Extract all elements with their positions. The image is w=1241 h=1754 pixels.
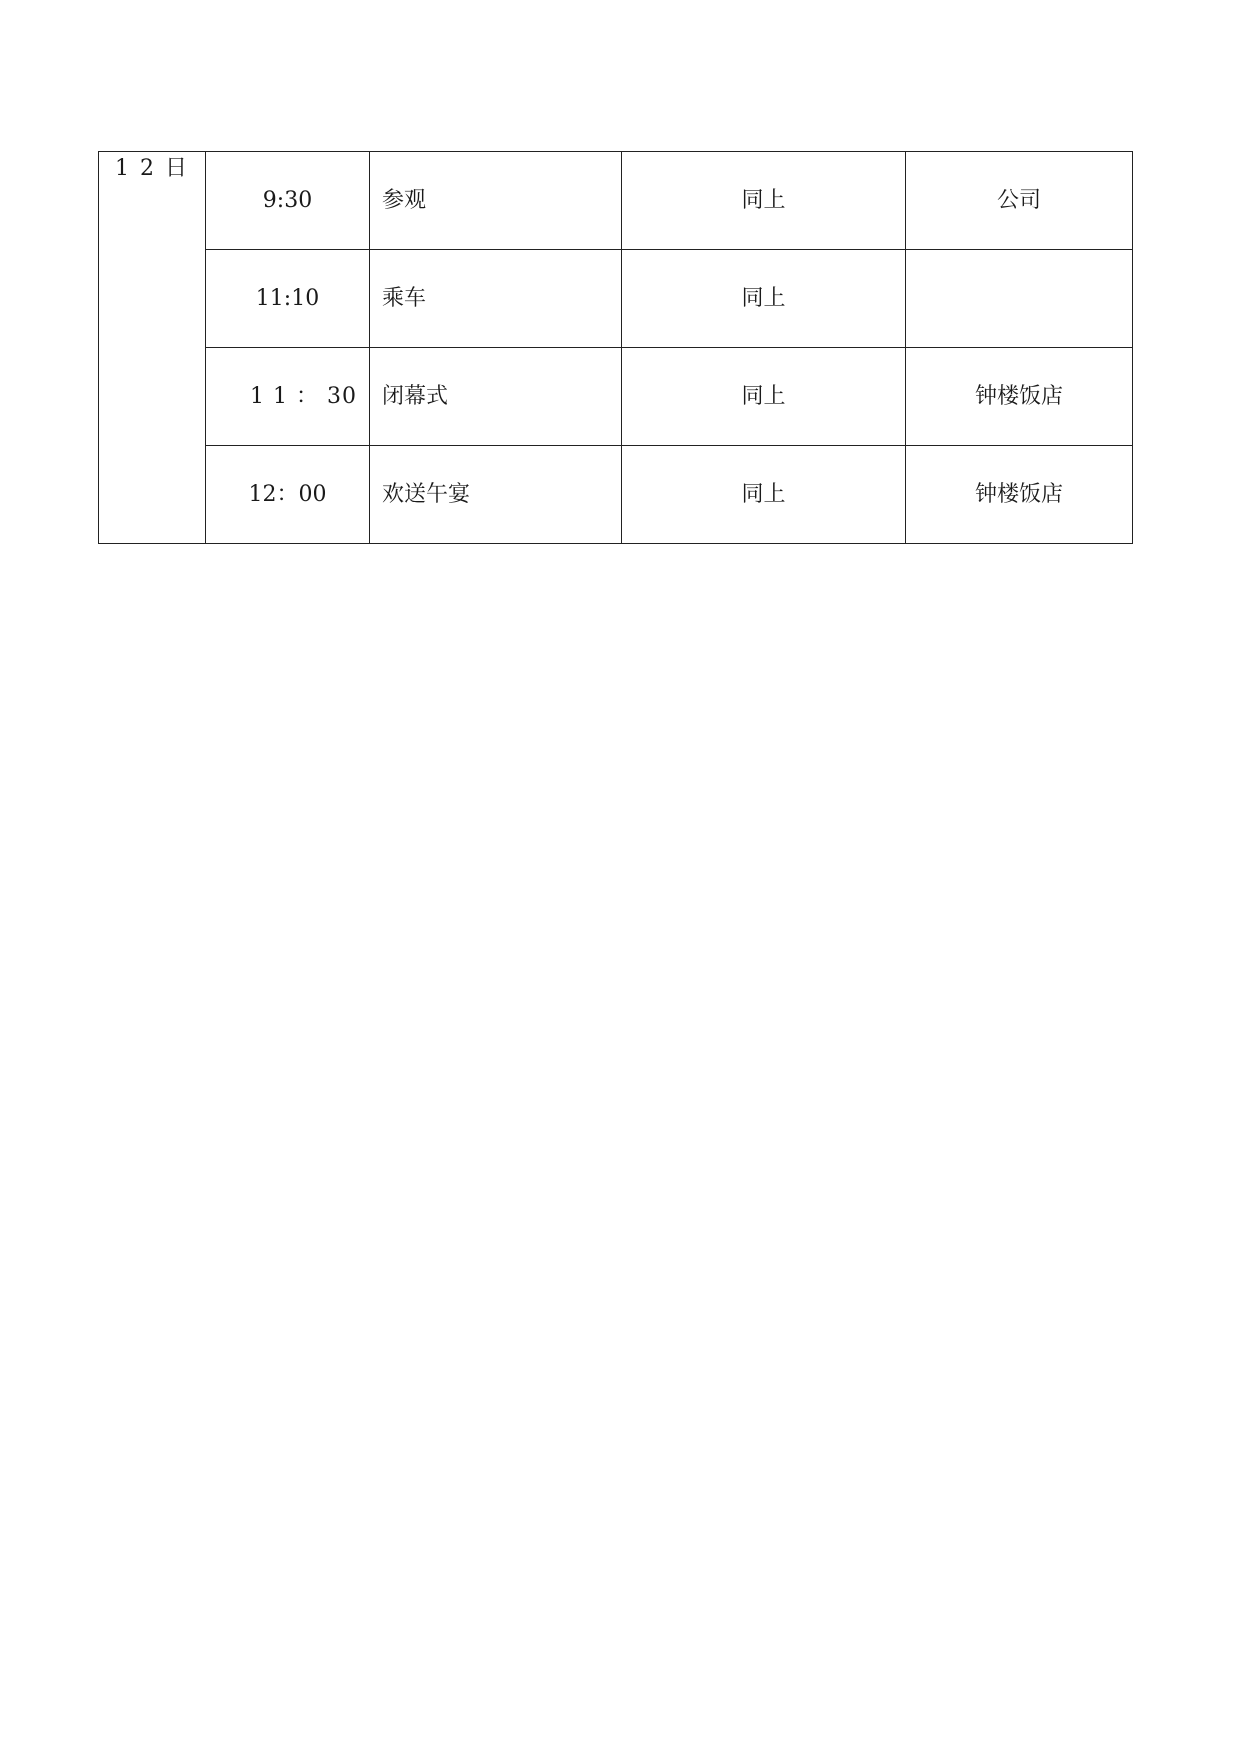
time-cell: 1 1 ： 30 bbox=[206, 348, 370, 446]
event-cell: 闭幕式 bbox=[370, 348, 622, 446]
event-cell: 欢送午宴 bbox=[370, 446, 622, 544]
table-row bbox=[99, 348, 1133, 446]
event-cell: 乘车 bbox=[370, 250, 622, 348]
participants-cell: 同上 bbox=[622, 152, 906, 250]
location-cell: 钟楼饭店 bbox=[906, 348, 1133, 446]
participants-cell: 同上 bbox=[622, 250, 906, 348]
participants-cell: 同上 bbox=[622, 446, 906, 544]
location-cell bbox=[906, 250, 1133, 348]
date-cell: 1 2 日 bbox=[99, 152, 206, 544]
time-cell: 9:30 bbox=[206, 152, 370, 250]
table-row bbox=[99, 250, 1133, 348]
location-cell: 钟楼饭店 bbox=[906, 446, 1133, 544]
table-row bbox=[99, 446, 1133, 544]
time-cell: 11:10 bbox=[206, 250, 370, 348]
participants-cell: 同上 bbox=[622, 348, 906, 446]
table-row bbox=[99, 152, 1133, 250]
time-cell: 12：00 bbox=[206, 446, 370, 544]
location-cell: 公司 bbox=[906, 152, 1133, 250]
schedule-table bbox=[98, 151, 1133, 544]
event-cell: 参观 bbox=[370, 152, 622, 250]
